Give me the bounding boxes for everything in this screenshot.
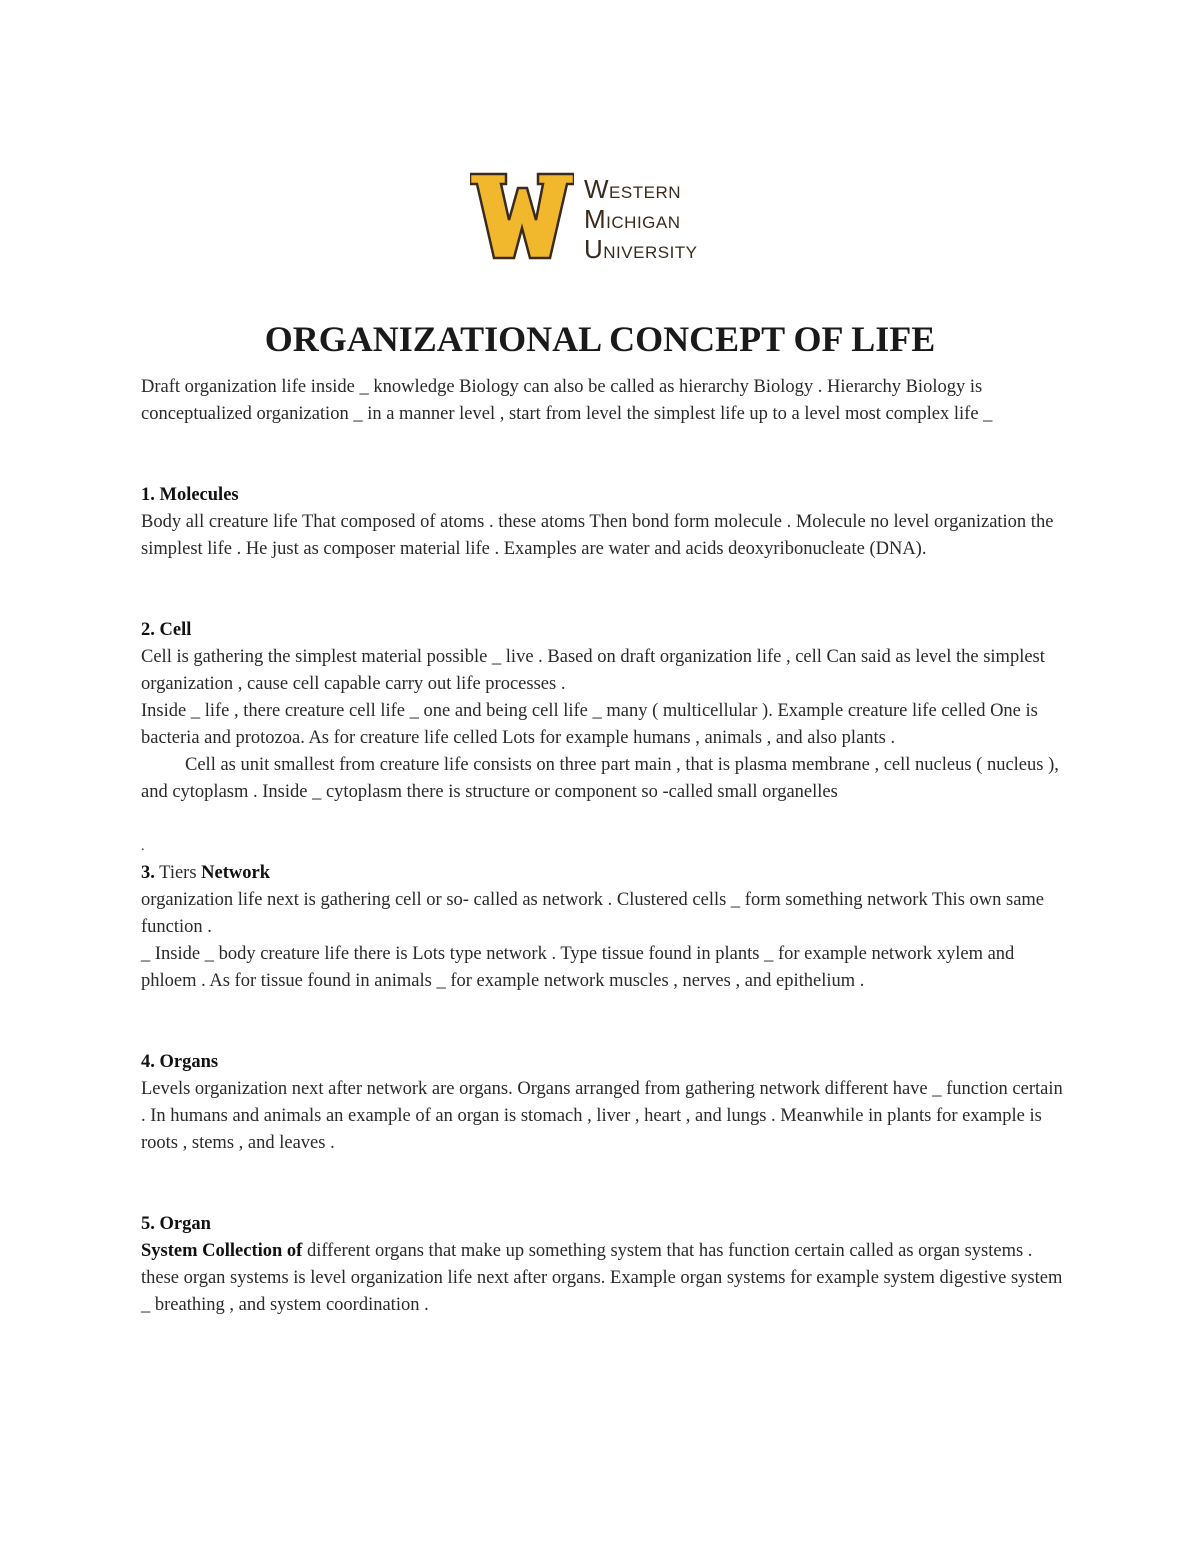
stray-period: . bbox=[141, 839, 145, 854]
intro-paragraph: Draft organization life inside _ knowledge Biology can also be called as hierarchy Biology . Hierarchy Biology is conceptualized organization _ in a manner level , start from level the simplest life up to a level most complex life _ bbox=[141, 377, 993, 424]
logo-line-university: UNIVERSITY bbox=[584, 234, 698, 264]
section-heading-network bbox=[141, 860, 1066, 887]
section-heading-cell: 2. Cell bbox=[141, 620, 192, 640]
heading-bold-text: Network bbox=[201, 863, 270, 883]
paragraph-text: different organs that make up something system that has function certain called as organ systems . these organ systems is level organization life next after organs. Example organ systems for example system digestive system _ breathing , and system coordination . bbox=[141, 1241, 1063, 1315]
section-paragraph: Cell is gathering the simplest material possible _ live . Based on draft organization life , cell Can said as level the simplest organization , cause cell capable carry out life processes . bbox=[141, 647, 1045, 694]
logo-wordmark bbox=[584, 176, 698, 266]
university-logo bbox=[470, 170, 732, 262]
page-title: ORGANIZATIONAL CONCEPT OF LIFE bbox=[264, 319, 936, 359]
heading-number: 3. bbox=[141, 863, 155, 883]
section-paragraph: _ Inside _ body creature life there is Lots type network . Type tissue found in plants _ for example network xylem and phloem . As for tissue found in animals _ for example network muscles , nerves , and epithelium . bbox=[141, 944, 1015, 991]
section-paragraph bbox=[141, 1238, 1066, 1319]
w-emblem-icon bbox=[470, 170, 574, 262]
section-heading-molecules: 1. Molecules bbox=[141, 485, 239, 505]
section-paragraph: organization life next is gathering cell or so- called as network . Clustered cells _ form something network This own same function . bbox=[141, 890, 1045, 937]
section-heading-organs: 4. Organs bbox=[141, 1052, 219, 1072]
section-heading-organ-system: 5. Organ bbox=[141, 1214, 211, 1234]
document-body bbox=[141, 374, 1066, 1319]
heading-plain-text: Tiers bbox=[154, 863, 202, 883]
section-paragraph: Inside _ life , there creature cell life _ one and being cell life _ many ( multicellular ). Example creature life celled One is bacteria and protozoa. As for creature life celled Lots for example humans , animals , and also plants . bbox=[141, 701, 1038, 748]
lead-bold-text: System Collection of bbox=[141, 1241, 303, 1261]
logo-line-western: WESTERN bbox=[584, 174, 682, 204]
section-paragraph: Cell as unit smallest from creature life consists on three part main , that is plasma membrane , cell nucleus ( nucleus ), and cytoplasm . Inside _ cytoplasm there is structure or component so -called small organelles bbox=[141, 755, 1059, 802]
section-paragraph: Levels organization next after network are organs. Organs arranged from gathering network different have _ function certain . In humans and animals an example of an organ is stomach , liver , heart , and lungs . Meanwhile in plants for example is roots , stems , and leaves . bbox=[141, 1079, 1063, 1153]
logo-line-michigan: MICHIGAN bbox=[584, 204, 681, 234]
section-paragraph: Body all creature life That composed of atoms . these atoms Then bond form molecule . Molecule no level organization the simplest life . He just as composer material life . Examples are water and acids deoxyribonucleate (DNA). bbox=[141, 512, 1054, 559]
